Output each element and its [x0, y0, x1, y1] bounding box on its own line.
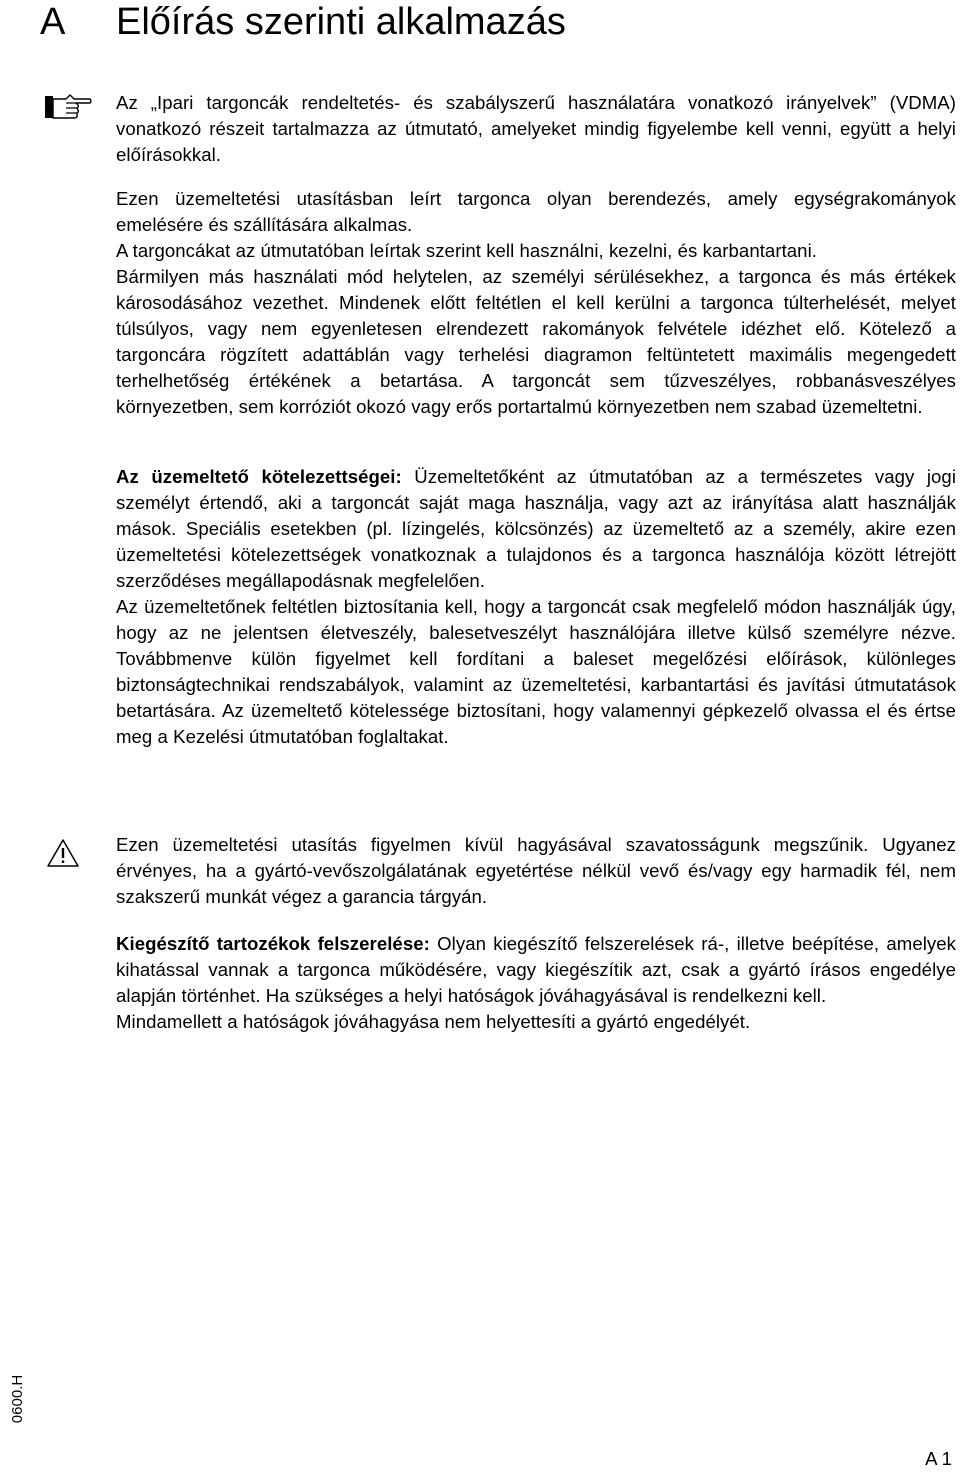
- intro-paragraph-2: Ezen üzemeltetési utasításban leírt targonca olyan berendezés, amely egységrakományok emelésére és szállítására alkalmas.: [116, 188, 956, 235]
- warning-paragraph: Ezen üzemeltetési utasítás figyelmen kívül hagyásával szavatosságunk megszűnik. Ugyanez érvényes, ha a gyártó-vevőszolgálatának egyetértése nélkül vevő és/vagy egy harmadik fél, nem szakszerű munkát végez a garancia tárgyán.: [116, 834, 956, 907]
- operator-paragraph-2: Az üzemeltetőnek feltétlen biztosítania kell, hogy a targoncát csak megfelelő módon használják úgy, hogy az ne jelentsen életveszély, balesetveszélyt használójára illetve külső személyre nézve. Továbbmenve külön figyelmet kell fordítani a baleset megelőzési előírások, különleges biztonságtechnikai rendszabályok, valamint az üzemeltetési, karbantartási és javítási útmutatások betartására. Az üzemeltető kötelessége biztosítani, hogy valamennyi gépkezelő olvassa el és értse meg a Kezelési útmutatóban foglaltakat.: [116, 596, 956, 747]
- accessories-text-1: Olyan kiegészítő felszerelések rá-, illetve beépítése, amelyek kihatással vannak a targonca működésére, vagy kiegészítik azt, csak a gyártó írásos engedélye alapján történhet. Ha szükséges a helyi hatóságok jóváhagyásával is rendelkezni kell.: [116, 933, 956, 1006]
- accessories-paragraph-1: [116, 931, 956, 1009]
- pointing-hand-icon: [44, 92, 92, 122]
- accessories-heading: Kiegészítő tartozékok felszerelése:: [116, 933, 430, 954]
- warning-triangle-icon: [46, 838, 80, 868]
- chapter-letter: A: [40, 1, 66, 43]
- intro-section: [116, 90, 956, 420]
- operator-section: [116, 464, 956, 750]
- intro-paragraph-1: Az „Ipari targoncák rendeltetés- és szabályszerű használatára vonatkozó irányelvek” (VDMA) vonatkozó részeit tartalmazza az útmutató, amelyeket mindig figyelembe kell venni, együtt a helyi előírásokkal.: [116, 92, 956, 165]
- operator-paragraph-1: [116, 464, 956, 594]
- intro-paragraph-4: Bármilyen más használati mód helytelen, az személyi sérülésekhez, a targonca és más értékek károsodásához vezethet. Mindenek előtt feltétlen el kell kerülni a targonca túlterhelését, melyet túlsúlyos, vagy nem egyenletesen elrendezett rakományok felvétele idézhet elő. Kötelező a targoncára rögzített adattáblán vagy terhelési diagramon feltüntetett maximális megengedett terhelhetőség értékének a betartása. A targoncát sem tűzveszélyes, robbanásveszélyes környezetben, sem korróziót okozó vagy erős portartalmú környezetben nem szabad üzemeltetni.: [116, 266, 956, 417]
- accessories-section: [116, 931, 956, 1035]
- warning-section: [116, 832, 956, 910]
- accessories-paragraph-2: Mindamellett a hatóságok jóváhagyása nem helyettesíti a gyártó engedélyét.: [116, 1011, 751, 1032]
- document-code: 0600.H: [9, 1374, 26, 1424]
- page-title: Előírás szerinti alkalmazás: [116, 1, 566, 43]
- operator-heading: Az üzemeltető kötelezettségei:: [116, 466, 402, 487]
- intro-paragraph-3: A targoncákat az útmutatóban leírtak szerint kell használni, kezelni, és karbantartani.: [116, 240, 817, 261]
- page-number: A 1: [925, 1448, 952, 1469]
- operator-text-1: Üzemeltetőként az útmutatóban az a természetes vagy jogi személyt értendő, aki a targoncát saját maga használja, vagy azt az irányítása alatt használják mások. Speciális esetekben (pl. lízingelés, kölcsönzés) az üzemeltető az a személy, akire ezen üzemeltetési kötelezettségek vonatkoznak a tulajdonos és a targonca használója között létrejött szerződéses megállapodásnak megfelelően.: [116, 466, 956, 591]
